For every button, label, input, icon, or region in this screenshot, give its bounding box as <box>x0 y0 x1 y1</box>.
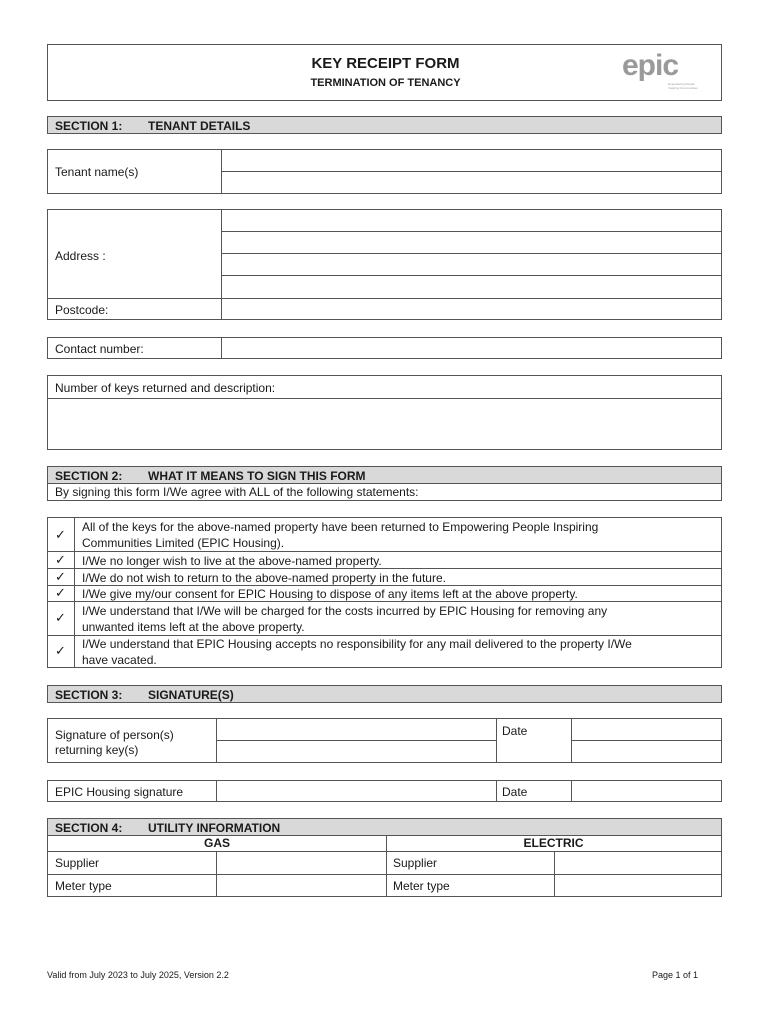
check-icon: ✓ <box>55 569 66 584</box>
epic-logo <box>620 49 700 95</box>
date-spacer <box>497 741 571 742</box>
date-field-2[interactable] <box>572 741 721 762</box>
section3-header <box>47 685 722 703</box>
statement-5-line-1: I/We understand that I/We will be charged for the costs incurred by EPIC Housing for removing any <box>82 604 608 618</box>
check-icon: ✓ <box>55 610 66 625</box>
statement-4: I/We give my/our consent for EPIC Housing to dispose of any items left at the above property. <box>82 587 578 601</box>
postcode-field[interactable] <box>222 299 721 319</box>
electric-header: ELECTRIC <box>523 836 584 850</box>
footer-page: Page 1 of 1 <box>651 970 698 980</box>
signature-label-line-2: returning key(s) <box>55 743 139 757</box>
section1-number: SECTION 1: <box>55 119 123 133</box>
statement-1-line-2: Communities Limited (EPIC Housing). <box>82 536 285 550</box>
statement-6-line-2: have vacated. <box>82 653 157 667</box>
gas-supplier-field[interactable] <box>217 852 386 874</box>
tenant-name-field-1[interactable] <box>222 150 721 172</box>
electric-supplier-field[interactable] <box>555 852 721 874</box>
section3-number: SECTION 3: <box>55 688 123 702</box>
signature-field-2[interactable] <box>217 741 496 762</box>
check-icon: ✓ <box>55 643 66 658</box>
section4-header <box>47 818 722 836</box>
electric-meter-label: Meter type <box>393 879 450 893</box>
section2-title: WHAT IT MEANS TO SIGN THIS FORM <box>148 469 366 483</box>
address-field-2[interactable] <box>222 232 721 254</box>
check-icon: ✓ <box>55 552 66 567</box>
epic-signature-field[interactable] <box>217 781 496 801</box>
contact-row <box>47 337 722 359</box>
epic-signature-row <box>47 780 722 802</box>
statement-1-line-1: All of the keys for the above-named property have been returned to Empowering People Inspiring <box>82 520 599 534</box>
keys-label: Number of keys returned and description: <box>55 381 276 395</box>
contact-label: Contact number: <box>55 342 144 356</box>
statement-3: I/We do not wish to return to the above-named property in the future. <box>82 571 446 585</box>
tenant-name-label: Tenant name(s) <box>55 165 139 179</box>
form-subtitle: TERMINATION OF TENANCY <box>310 77 461 89</box>
statement-5-line-2: unwanted items left at the above property. <box>82 620 305 634</box>
tenant-name-row <box>47 149 722 194</box>
statement-2: I/We no longer wish to live at the above-named property. <box>82 554 382 568</box>
form-title: KEY RECEIPT FORM <box>311 55 460 72</box>
form-header <box>47 44 722 101</box>
address-block <box>47 209 722 320</box>
section4-number: SECTION 4: <box>55 821 123 835</box>
tenant-name-field-2[interactable] <box>222 172 721 193</box>
signature-block <box>47 718 722 763</box>
signature-label-line-1: Signature of person(s) <box>55 728 174 742</box>
utility-table <box>47 835 722 897</box>
section1-title: TENANT DETAILS <box>148 119 251 133</box>
check-icon: ✓ <box>55 527 66 542</box>
electric-supplier-label: Supplier <box>393 856 438 870</box>
address-label: Address : <box>55 249 106 263</box>
gas-supplier-label: Supplier <box>55 856 100 870</box>
section3-title: SIGNATURE(S) <box>148 688 234 702</box>
contact-field[interactable] <box>222 338 721 358</box>
section2-header <box>47 466 722 484</box>
electric-meter-field[interactable] <box>555 875 721 896</box>
address-field-3[interactable] <box>222 254 721 276</box>
date-label: Date <box>502 724 528 738</box>
check-icon: ✓ <box>55 585 66 600</box>
section1-header <box>47 116 722 134</box>
statements-table <box>47 517 722 668</box>
statement-6-line-1: I/We understand that EPIC Housing accepts no responsibility for any mail delivered to the property I/We <box>82 637 632 651</box>
section2-intro <box>47 483 722 501</box>
date-label-2: Date <box>502 785 528 799</box>
address-field-1[interactable] <box>222 210 721 232</box>
address-field-4[interactable] <box>222 276 721 298</box>
section2-number: SECTION 2: <box>55 469 123 483</box>
section4-title: UTILITY INFORMATION <box>148 821 281 835</box>
signature-field-1[interactable] <box>217 719 496 741</box>
logo-wordmark: epic <box>622 49 679 82</box>
section2-intro-text: By signing this form I/We agree with ALL of the following statements: <box>55 485 419 499</box>
keys-description-field[interactable] <box>48 399 721 449</box>
keys-block <box>47 375 722 450</box>
gas-header: GAS <box>203 836 230 850</box>
gas-meter-field[interactable] <box>217 875 386 896</box>
epic-signature-label: EPIC Housing signature <box>55 785 184 799</box>
postcode-label: Postcode: <box>55 303 109 317</box>
logo-tagline: Empowering People Inspiring Communities <box>668 82 698 90</box>
epic-date-field[interactable] <box>572 781 721 801</box>
gas-meter-label: Meter type <box>55 879 112 893</box>
footer-validity: Valid from July 2023 to July 2025, Version 2.2 <box>47 970 229 980</box>
date-field-1[interactable] <box>572 719 721 741</box>
